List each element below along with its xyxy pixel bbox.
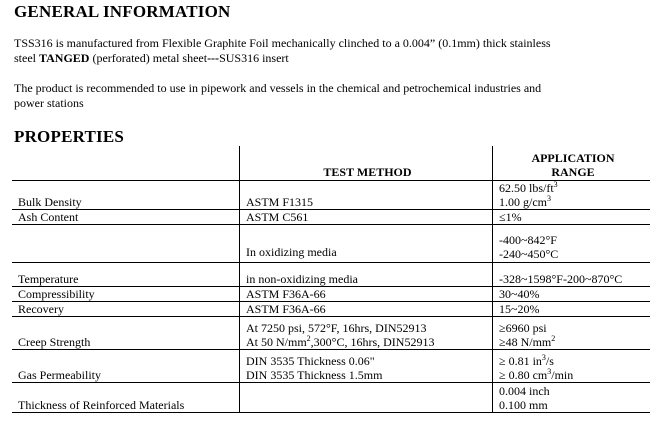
header-test-method: [240, 146, 493, 181]
gas-method-mm: DIN 3535 Thickness 1.5mm: [246, 368, 383, 382]
table-row-ash-content: [12, 210, 650, 225]
table-row-creep-strength: [12, 317, 650, 350]
p1-text-c: SUS316 insert: [219, 51, 289, 65]
creep-method-nmm-sup: 2: [306, 334, 311, 343]
gas-range-cm-a: ≥ 0.80 cm: [499, 368, 548, 382]
ash-content-range: ≤1%: [493, 210, 651, 225]
paragraph-2-line-2: power stations: [14, 96, 84, 110]
bulk-range-gcm-sup: 3: [547, 194, 551, 203]
paragraph-2-line-1: The product is recommended to use in pipework and vessels in the chemical and petrochemical industries and: [14, 81, 542, 95]
ash-content-method: ASTM C561: [240, 210, 493, 225]
gas-range-in-a: ≥ 0.81 in: [499, 354, 542, 368]
thickness-range: [493, 383, 651, 413]
compressibility-range: 30~40%: [493, 287, 651, 302]
gas-range-cm-sup: 3: [547, 367, 552, 376]
properties-heading: PROPERTIES: [14, 127, 125, 146]
gas-permeability-range: [493, 350, 651, 383]
table-row-temperature-oxidizing: [12, 225, 650, 263]
header-application-label: APPLICATION: [531, 151, 615, 165]
bulk-density-name: Bulk Density: [12, 181, 240, 210]
creep-range-nmm: ≥48 N/mm: [499, 335, 552, 349]
temperature-method-nonoxidizing: in non-oxidizing media: [240, 263, 493, 287]
ash-content-name: Ash Content: [12, 210, 240, 225]
compressibility-method: ASTM F36A-66: [240, 287, 493, 302]
p1-dashes: ---: [207, 51, 220, 65]
thickness-method: [240, 383, 493, 413]
header-test-method-label: TEST METHOD: [323, 165, 412, 179]
creep-method-psi: At 7250 psi, 572°F, 16hrs, DIN52913: [246, 321, 427, 335]
creep-strength-range: [493, 317, 651, 350]
compressibility-name: Compressibility: [12, 287, 240, 302]
temp-ox-range-f: -400~842°F: [499, 233, 557, 247]
paragraph-1-line-1: TSS316 is manufactured from Flexible Graphite Foil mechanically clinched to a 0.004” (0.1mm) thick stainless: [14, 36, 551, 50]
thickness-range-inch: 0.004 inch: [499, 384, 550, 398]
temp-ox-range-c: -240~450°C: [499, 247, 559, 261]
general-info-paragraph-2: [14, 81, 541, 111]
bulk-range-lbs-sup: 3: [553, 180, 558, 189]
temperature-name: Temperature: [12, 263, 240, 287]
bulk-density-range: [493, 181, 651, 210]
general-information-heading: GENERAL INFORMATION: [14, 2, 231, 21]
gas-range-in-b: /s: [545, 354, 554, 368]
bulk-density-method: ASTM F1315: [240, 181, 493, 210]
table-row-temperature-nonoxidizing: [12, 263, 650, 287]
temperature-range-nonoxidizing: -328~1598°F-200~870°C: [493, 263, 651, 287]
temperature-method-oxidizing: In oxidizing media: [240, 225, 493, 263]
gas-permeability-name: Gas Permeability: [12, 350, 240, 383]
temperature-blank: [12, 225, 240, 263]
general-info-paragraph-1: [14, 36, 551, 66]
table-row-recovery: [12, 302, 650, 317]
creep-method-nmm-b: ,300°C, 16hrs, DIN52913: [310, 335, 435, 349]
gas-method-inch: DIN 3535 Thickness 0.06": [246, 354, 375, 368]
table-row-thickness: [12, 383, 650, 413]
header-application-range: [493, 146, 651, 181]
recovery-name: Recovery: [12, 302, 240, 317]
gas-range-in-sup: 3: [541, 353, 546, 362]
temperature-range-oxidizing: [493, 225, 651, 263]
bulk-range-gcm: 1.00 g/cm: [499, 195, 547, 209]
recovery-range: 15~20%: [493, 302, 651, 317]
p1-text-b: (perforated) metal sheet: [89, 51, 208, 65]
gas-range-cm-b: /min: [551, 368, 574, 382]
recovery-method: ASTM F36A-66: [240, 302, 493, 317]
table-row-compressibility: [12, 287, 650, 302]
creep-range-nmm-sup: 2: [551, 334, 556, 343]
thickness-name: Thickness of Reinforced Materials: [12, 383, 240, 413]
header-property: [12, 146, 240, 181]
gas-permeability-method: [240, 350, 493, 383]
bulk-range-lbs: 62.50 lbs/ft: [499, 181, 554, 195]
table-row-gas-permeability: [12, 350, 650, 383]
thickness-range-mm: 0.100 mm: [499, 398, 548, 412]
creep-strength-name: Creep Strength: [12, 317, 240, 350]
properties-table: [12, 146, 650, 413]
table-header-row: [12, 146, 650, 181]
header-range-label: RANGE: [551, 165, 595, 179]
p1-text-a: steel: [14, 51, 39, 65]
table-row-bulk-density: [12, 181, 650, 210]
creep-strength-method: [240, 317, 493, 350]
paragraph-1-line-2: [14, 51, 551, 66]
p1-bold-tanged: TANGED: [39, 51, 90, 65]
creep-method-nmm-a: At 50 N/mm: [246, 335, 307, 349]
creep-range-psi: ≥6960 psi: [499, 321, 547, 335]
